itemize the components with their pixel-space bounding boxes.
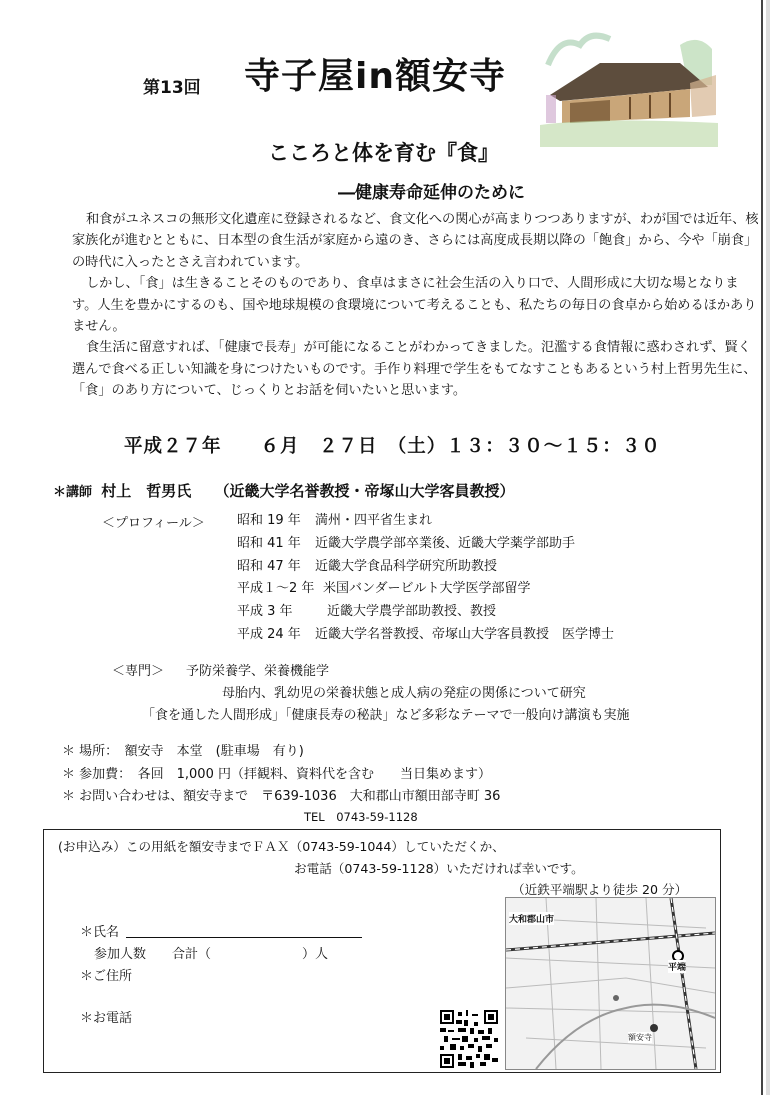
intro-paragraph: しかし、「食」は生きることそのものであり、食卓はまさに社会生活の入り口で、人間形成に大切な場となります。人生を豊かにするのも、国や地球規模の食環境について考えることも、私たちの毎日の食卓から始めるほかありません。 <box>72 276 757 335</box>
map-temple-label: 額安寺 <box>628 1033 652 1042</box>
profile-year: 昭和 19 年 <box>237 513 301 528</box>
specialty-research: 母胎内、乳幼児の栄養状態と成人病の発症の関係について研究 <box>222 686 586 701</box>
access-note: （近鉄平端駅より徒歩 20 分） <box>512 882 688 897</box>
profile-text: 近畿大学食品科学研究所助教授 <box>315 558 498 574</box>
specialty-main: 予防栄養学、栄養機能学 <box>186 664 330 679</box>
map-city-label: 大和郡山市 <box>509 912 554 925</box>
profile-text: 近畿大学名誉教授、帝塚山大学客員教授 医学博士 <box>315 626 615 642</box>
profile-item <box>237 533 614 556</box>
profile-year: 昭和 47 年 <box>237 558 301 574</box>
intro-paragraph: 和食がユネスコの無形文化遺産に登録されるなど、食文化への関心が高まりつつありますが、わが国では近年、核家族化が進むとともに、日本型の食生活が家庭から遠のき、さらには高度成長期以降の「飽食」から、今や「崩食」の時代に入ったとさえ言われています。 <box>72 212 759 270</box>
profile-item <box>237 601 614 624</box>
lecturer-mark: ＊講師 <box>53 485 93 500</box>
lecturer-line <box>53 480 533 501</box>
event-info <box>62 741 500 809</box>
profile-item <box>237 556 614 579</box>
edition-label: 第13回 <box>143 78 201 98</box>
page-edge <box>761 0 775 1095</box>
attendee-count-label: 参加人数 合計（ ）人 <box>94 947 329 962</box>
lecturer-name: 村上 哲男氏 <box>101 482 192 500</box>
event-datetime: 平成２７年 ６月 ２７日 （土）１３：３０〜１５：３０ <box>124 436 661 457</box>
event-title: 寺子屋in額安寺 <box>244 56 506 97</box>
address-label: ＊ご住所 <box>80 969 133 984</box>
profile-text: 近畿大学農学部卒業後、近畿大学薬学部助手 <box>315 535 576 551</box>
profile-year: 平成１〜2 年 <box>237 581 315 597</box>
apply-instruction-phone: お電話（0743-59-1128）いただければ幸いです。 <box>294 861 584 876</box>
profile-text: 満州・四平省生まれ <box>315 513 433 528</box>
profile-year: 平成 3 年 <box>237 604 293 620</box>
lecture-subtheme: ―健康寿命延伸のために <box>338 183 525 203</box>
intro-paragraph: 食生活に留意すれば、「健康で長寿」が可能になることがわかってきました。氾濫する食情報に惑わされず、賢く選んで食べる正しい知識を身につけたいものです。手作り料理で学生をもてなすこともあるという村上哲男先生に、「食」のあり方について、じっくりとお話を伺いたいと思います。 <box>72 340 757 399</box>
profile-text: 米国バンダービルト大学医学部留学 <box>323 581 531 597</box>
profile-item <box>237 624 614 647</box>
apply-instruction: (お申込み）この用紙を額安寺までＦＡＸ（0743-59-1044）していただくか、 <box>58 839 505 854</box>
temple-illustration <box>540 25 718 147</box>
lecturer-affiliation: （近畿大学名誉教授・帝塚山大学客員教授） <box>214 482 515 500</box>
lecture-theme: こころと体を育む『食』 <box>268 141 499 165</box>
profile-year: 昭和 41 年 <box>237 535 301 551</box>
profile-text: 近畿大学農学部助教授、教授 <box>327 604 497 620</box>
place-info: ＊ 場所： 額安寺 本堂 (駐車場 有り) <box>62 744 304 759</box>
profile-year: 平成 24 年 <box>237 626 301 642</box>
specialty-lectures: 「食を通した人間形成」「健康長寿の秘訣」など多彩なテーマで一般向け講演も実施 <box>142 708 630 723</box>
profile-list <box>237 510 614 647</box>
name-input-line[interactable] <box>126 937 362 938</box>
profile-item <box>237 578 614 601</box>
tel-info: TEL 0743-59-1128 <box>304 810 418 824</box>
access-map <box>505 897 716 1070</box>
name-label: ＊氏名 <box>80 925 120 940</box>
specialty-label: ＜専門＞ <box>112 664 165 679</box>
intro-text <box>72 209 762 402</box>
phone-label: ＊お電話 <box>80 1011 133 1026</box>
map-station-label: 平端 <box>668 960 686 973</box>
contact-info: ＊ お問い合わせは、額安寺まで 〒639-1036 大和郡山市額田部寺町 36 <box>62 789 501 804</box>
fee-info: ＊ 参加費： 各回 1,000 円（拝観料、資料代を含む 当日集めます） <box>62 766 491 782</box>
profile-item <box>237 510 614 533</box>
qr-code[interactable] <box>440 1010 498 1068</box>
profile-label: ＜プロフィール＞ <box>102 516 205 531</box>
